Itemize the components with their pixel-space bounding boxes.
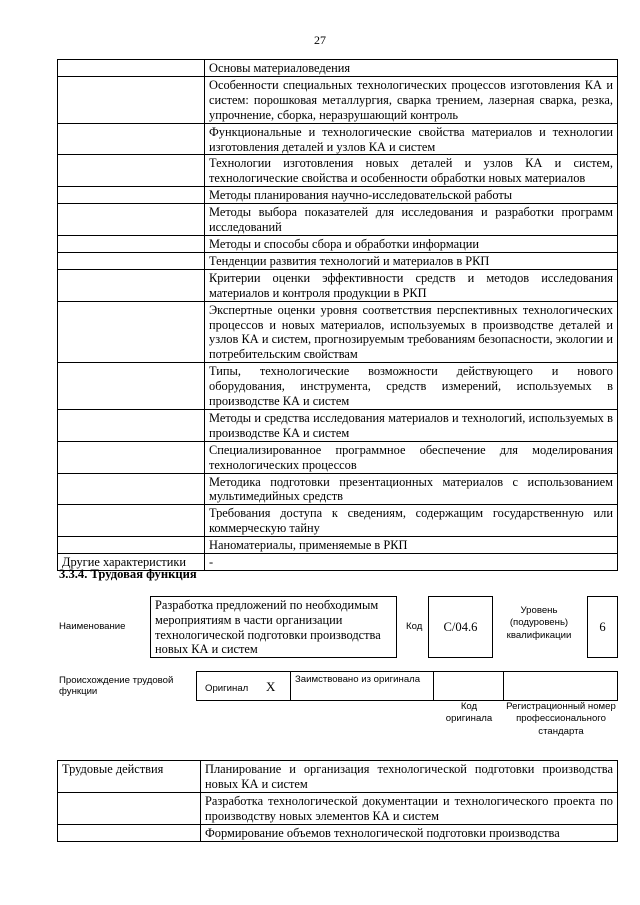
knowledge-row [58, 301, 618, 363]
knowledge-label-cell [58, 252, 205, 269]
function-name-box: Разработка предложений по необходимым мероприятиям в части организации технологической подготовки производства новых КА и систем [150, 596, 397, 658]
knowledge-item: Специализированное программное обеспечение для моделирования технологических процессов [205, 441, 618, 473]
knowledge-row [58, 441, 618, 473]
code-label: Код [406, 621, 423, 632]
knowledge-table [57, 59, 618, 571]
action-item: Формирование объемов технологической подготовки производства [201, 824, 618, 841]
origin-label: Происхождение трудовой функции [59, 675, 174, 698]
knowledge-row [58, 235, 618, 252]
reg-number-caption: Регистрационный номер профессионального стандарта [506, 701, 616, 737]
other-characteristics-label: Другие характеристики [58, 554, 205, 571]
action-item: Разработка технологической документации и технологического проекта по производству новых элементов КА и систем [201, 792, 618, 824]
knowledge-label-cell [58, 409, 205, 441]
knowledge-label-cell [58, 235, 205, 252]
knowledge-label-cell [58, 473, 205, 505]
knowledge-row [58, 187, 618, 204]
knowledge-item: Методы планирования научно-исследовательской работы [205, 187, 618, 204]
knowledge-label-cell [58, 123, 205, 155]
knowledge-row [58, 505, 618, 537]
actions-label-cell [58, 824, 201, 841]
knowledge-item: Функциональные и технологические свойства материалов и технологии изготовления деталей и узлов КА и систем [205, 123, 618, 155]
knowledge-row [58, 155, 618, 187]
knowledge-row [58, 473, 618, 505]
level-box: 6 [587, 596, 618, 658]
section-title: 3.3.4. Трудовая функция [59, 567, 197, 581]
actions-label: Трудовые действия [58, 761, 201, 793]
knowledge-row [58, 363, 618, 410]
level-label: Уровень (подуровень) квалификации [506, 605, 572, 641]
knowledge-item: Требования доступа к сведениям, содержащим государственную или коммерческую тайну [205, 505, 618, 537]
knowledge-item: Тенденции развития технологий и материалов в РКП [205, 252, 618, 269]
actions-label-cell [58, 792, 201, 824]
origin-code-cell [433, 671, 504, 701]
knowledge-label-cell [58, 441, 205, 473]
action-row [58, 792, 618, 824]
knowledge-item: Методы и средства исследования материалов и технологий, используемых в производстве КА и систем [205, 409, 618, 441]
knowledge-item: Особенности специальных технологических процессов изготовления КА и систем: порошковая металлургия, сварка трением, лазерная сварка, резка, упрочнение, сборка, неразрушающий контроль [205, 76, 618, 123]
action-row [58, 824, 618, 841]
knowledge-item: Наноматериалы, применяемые в РКП [205, 537, 618, 554]
knowledge-item: Методика подготовки презентационных материалов с использованием мультимедийных средств [205, 473, 618, 505]
knowledge-row [58, 537, 618, 554]
actions-table [57, 760, 618, 842]
action-row [58, 761, 618, 793]
knowledge-label-cell [58, 301, 205, 363]
knowledge-label-cell [58, 76, 205, 123]
borrowed-label: Заимствовано из оригинала [295, 674, 421, 685]
knowledge-row [58, 76, 618, 123]
knowledge-row [58, 409, 618, 441]
original-label: Оригинал [205, 683, 249, 694]
knowledge-item: Экспертные оценки уровня соответствия перспективных технологических процессов и новых материалов, используемых в производстве деталей и узлов КА и систем, прогнозируемым требованиям безопасности, экологии и потребительским свойствам [205, 301, 618, 363]
knowledge-item: Основы материаловедения [205, 60, 618, 77]
knowledge-label-cell [58, 204, 205, 236]
name-label: Наименование [59, 621, 126, 632]
knowledge-row [58, 204, 618, 236]
knowledge-item: Методы и способы сбора и обработки информации [205, 235, 618, 252]
knowledge-label-cell [58, 187, 205, 204]
knowledge-label-cell [58, 505, 205, 537]
code-original-caption: Код оригинала [445, 701, 493, 725]
knowledge-row [58, 123, 618, 155]
knowledge-label-cell [58, 60, 205, 77]
original-mark: X [266, 679, 276, 694]
knowledge-label-cell [58, 155, 205, 187]
knowledge-row [58, 269, 618, 301]
knowledge-label-cell [58, 363, 205, 410]
other-characteristics-value: - [205, 554, 618, 571]
knowledge-row [58, 252, 618, 269]
code-box: С/04.6 [428, 596, 493, 658]
knowledge-item: Типы, технологические возможности действующего и нового оборудования, инструмента, средств измерений, используемых в производстве КА и систем [205, 363, 618, 410]
action-item: Планирование и организация технологической подготовки производства новых КА и систем [201, 761, 618, 793]
knowledge-item: Критерии оценки эффективности средств и методов исследования материалов и контроля продукции в РКП [205, 269, 618, 301]
origin-reg-cell [503, 671, 618, 701]
knowledge-label-cell [58, 537, 205, 554]
knowledge-item: Технологии изготовления новых деталей и узлов КА и систем, технологические свойства и особенности обработки новых материалов [205, 155, 618, 187]
knowledge-item: Методы выбора показателей для исследования и разработки программ исследований [205, 204, 618, 236]
knowledge-label-cell [58, 269, 205, 301]
page-number: 27 [314, 33, 326, 47]
knowledge-row [58, 60, 618, 77]
